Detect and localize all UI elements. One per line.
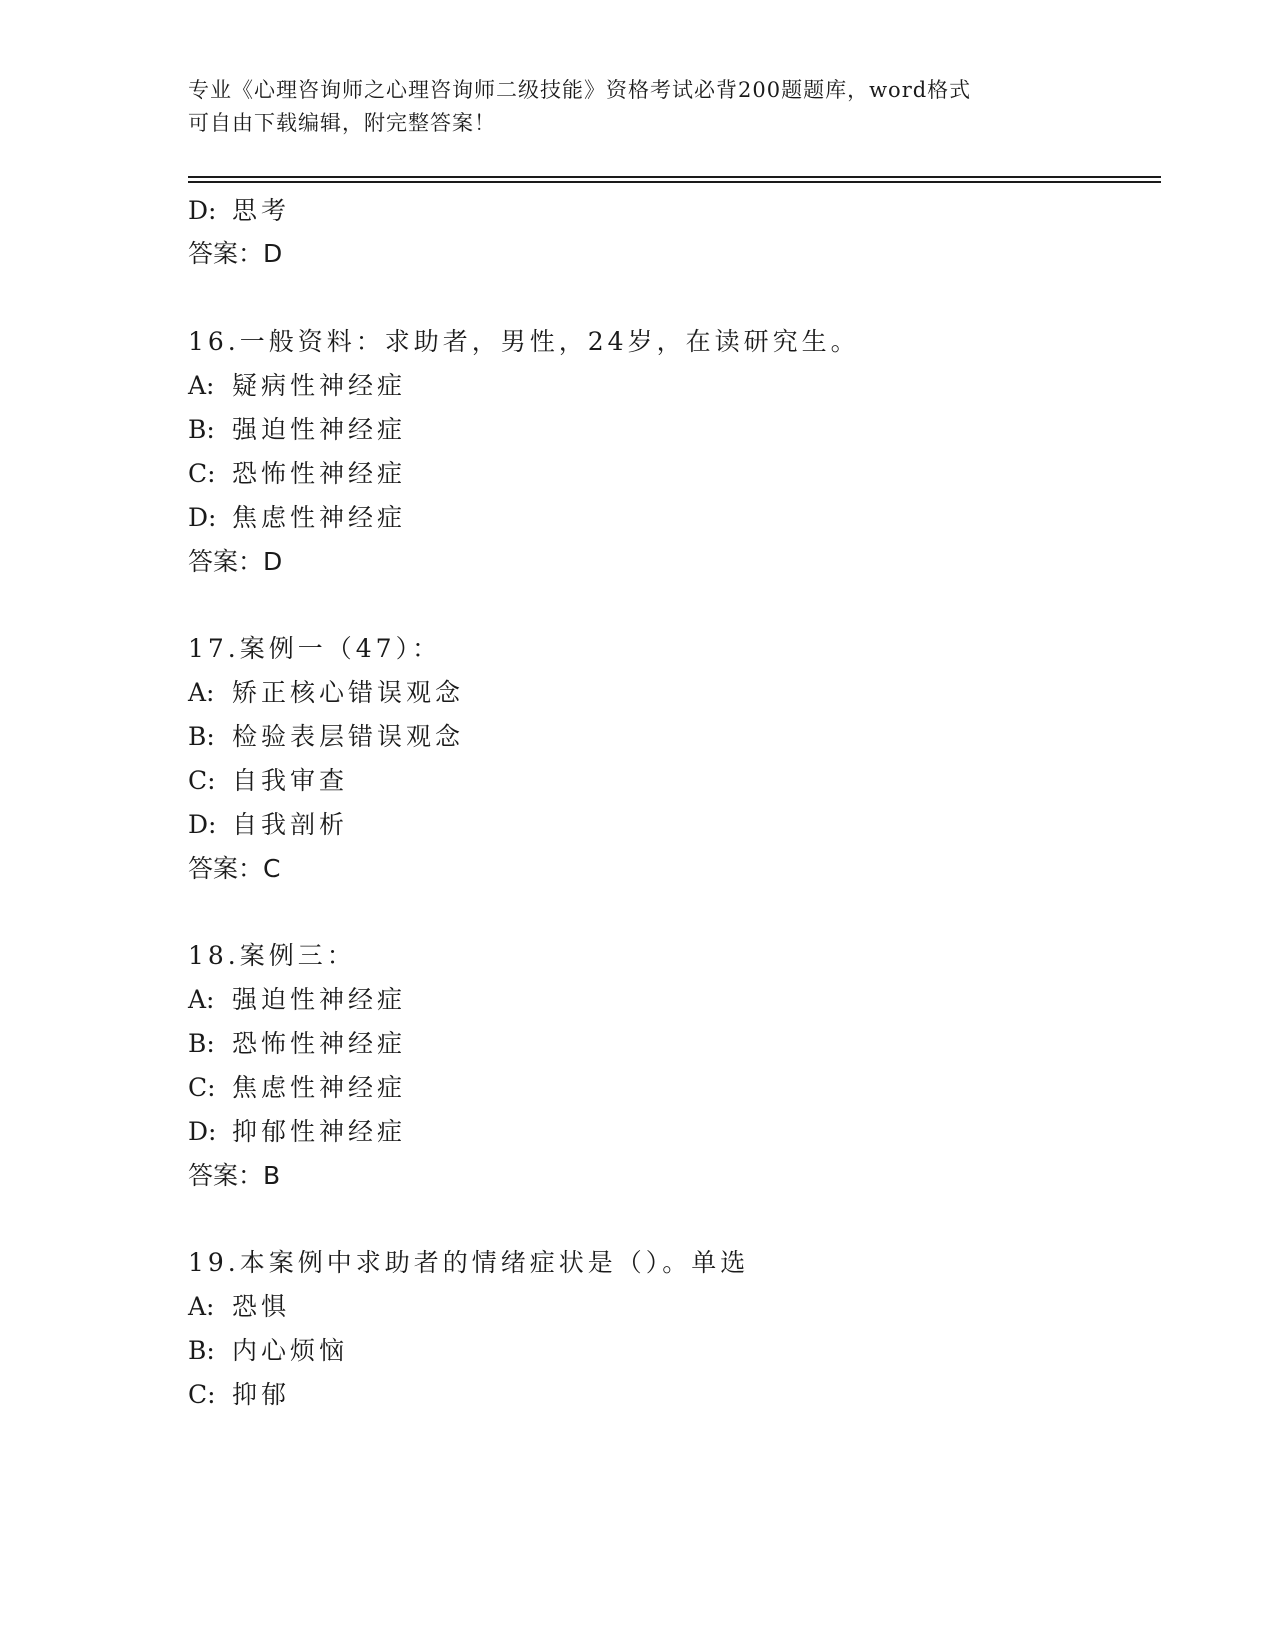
option-text: 强迫性神经症 bbox=[232, 415, 407, 444]
option-text: 疑病性神经症 bbox=[232, 371, 407, 400]
option-text: 强迫性神经症 bbox=[232, 985, 407, 1014]
option-label: D: bbox=[188, 503, 217, 532]
option-text: 抑郁性神经症 bbox=[232, 1117, 407, 1146]
option-label: D: bbox=[188, 1117, 217, 1146]
header-divider-bottom bbox=[188, 181, 1161, 183]
option-label: A: bbox=[188, 1292, 215, 1321]
option-text: 内心烦恼 bbox=[232, 1336, 349, 1365]
option-label: A: bbox=[188, 985, 215, 1014]
q19-option-c bbox=[188, 1380, 290, 1410]
header-divider-top bbox=[188, 176, 1161, 178]
q19-option-a bbox=[188, 1292, 290, 1322]
option-label: A: bbox=[188, 371, 215, 400]
option-label: D: bbox=[188, 196, 217, 225]
option-label: B: bbox=[188, 1029, 215, 1058]
option-text: 焦虑性神经症 bbox=[232, 1073, 407, 1102]
q17-option-c bbox=[188, 766, 348, 796]
q19-option-b bbox=[188, 1336, 348, 1366]
q18-option-d bbox=[188, 1117, 406, 1147]
q17-answer: 答案：C bbox=[188, 854, 281, 883]
option-label: C: bbox=[188, 766, 216, 795]
option-label: B: bbox=[188, 415, 215, 444]
option-text: 焦虑性神经症 bbox=[232, 503, 407, 532]
option-text: 恐惧 bbox=[232, 1292, 291, 1321]
q18-option-b bbox=[188, 1029, 406, 1059]
document-header bbox=[188, 74, 1088, 140]
option-label: A: bbox=[188, 678, 215, 707]
q17-stem: 17.案例一（47）： bbox=[188, 634, 442, 663]
q15-answer: 答案：D bbox=[188, 239, 283, 268]
option-text: 矫正核心错误观念 bbox=[232, 678, 465, 707]
q16-option-d bbox=[188, 503, 406, 533]
option-text: 思考 bbox=[232, 196, 291, 225]
q16-stem: 16.一般资料：求助者，男性，24岁，在读研究生。 bbox=[188, 327, 860, 356]
q17-option-a bbox=[188, 678, 464, 708]
header-line-1: 专业《心理咨询师之心理咨询师二级技能》资格考试必背200题题库，word格式 bbox=[188, 78, 972, 102]
option-label: B: bbox=[188, 722, 215, 751]
option-label: C: bbox=[188, 1380, 216, 1409]
header-line-2: 可自由下载编辑，附完整答案！ bbox=[188, 111, 496, 135]
q18-option-a bbox=[188, 985, 406, 1015]
q16-option-c bbox=[188, 459, 406, 489]
option-text: 自我审查 bbox=[232, 766, 349, 795]
q17-option-b bbox=[188, 722, 464, 752]
option-text: 恐怖性神经症 bbox=[232, 1029, 407, 1058]
option-label: D: bbox=[188, 810, 217, 839]
q18-answer: 答案：B bbox=[188, 1161, 281, 1190]
option-text: 抑郁 bbox=[232, 1380, 291, 1409]
option-text: 自我剖析 bbox=[232, 810, 349, 839]
q16-option-a bbox=[188, 371, 406, 401]
option-label: B: bbox=[188, 1336, 215, 1365]
q19-stem: 19.本案例中求助者的情绪症状是（）。单选 bbox=[188, 1248, 750, 1277]
option-label: C: bbox=[188, 459, 216, 488]
option-label: C: bbox=[188, 1073, 216, 1102]
q15-option-d bbox=[188, 196, 290, 226]
q17-option-d bbox=[188, 810, 348, 840]
option-text: 恐怖性神经症 bbox=[232, 459, 407, 488]
q18-option-c bbox=[188, 1073, 406, 1103]
q16-option-b bbox=[188, 415, 406, 445]
q16-answer: 答案：D bbox=[188, 547, 283, 576]
q18-stem: 18.案例三： bbox=[188, 941, 356, 970]
option-text: 检验表层错误观念 bbox=[232, 722, 465, 751]
